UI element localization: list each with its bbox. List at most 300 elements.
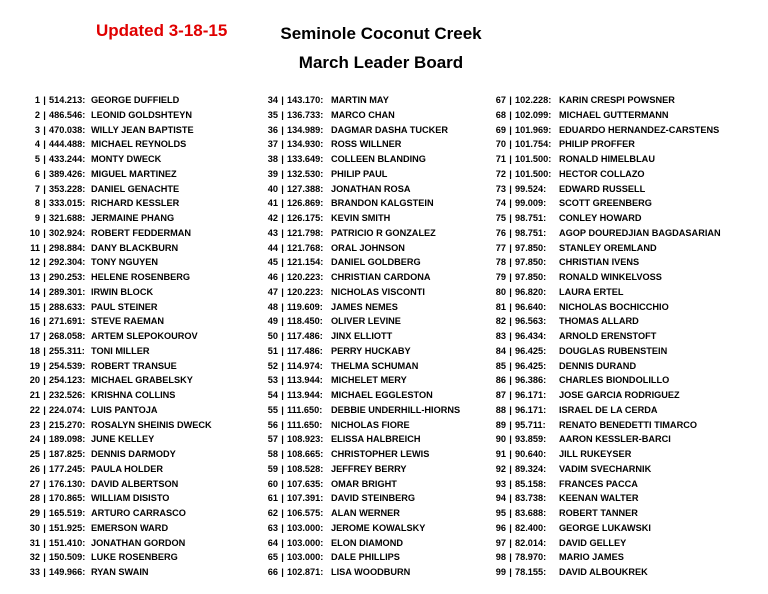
rank-separator: | xyxy=(43,286,46,297)
player-name: DAVID STEINBERG xyxy=(331,493,416,504)
leaderboard-row xyxy=(258,196,460,211)
rank-number: 30 xyxy=(29,522,40,533)
rank-number: 11 xyxy=(30,242,40,253)
points-value: 389.426: xyxy=(49,168,86,179)
rank-number: 99 xyxy=(495,567,506,577)
player-name: PATRICIO R GONZALEZ xyxy=(331,227,436,238)
leaderboard-row xyxy=(486,418,721,433)
rank-separator: | xyxy=(509,345,512,356)
player-name: MICHAEL REYNOLDS xyxy=(91,139,187,150)
rank-separator: | xyxy=(43,227,46,238)
points-value: 121.154: xyxy=(287,257,324,268)
leaderboard-row xyxy=(20,137,212,152)
rank-separator: | xyxy=(509,257,512,268)
player-name: ARTURO CARRASCO xyxy=(91,508,186,518)
leaderboard-row xyxy=(20,344,212,359)
rank-number: 5 xyxy=(34,154,40,164)
points-value: 134.989: xyxy=(287,124,324,135)
player-name: THELMA SCHUMAN xyxy=(331,360,419,371)
points-value: 96.640: xyxy=(515,301,547,312)
points-value: 96.820: xyxy=(515,286,547,297)
leaderboard-row xyxy=(486,255,721,270)
rank-number: 41 xyxy=(267,198,278,209)
player-name: JILL RUKEYSER xyxy=(559,449,632,459)
points-value: 83.738: xyxy=(515,493,547,504)
player-name: OLIVER LEVINE xyxy=(331,316,401,327)
points-value: 98.751: xyxy=(515,213,547,223)
points-value: 78.970: xyxy=(515,552,547,563)
points-value: 101.754: xyxy=(515,139,552,150)
player-name: AGOP DOUREDJIAN BAGDASARIAN xyxy=(559,227,721,238)
leaderboard-row xyxy=(20,477,212,492)
rank-separator: | xyxy=(509,567,512,577)
rank-number: 49 xyxy=(267,316,278,327)
rank-separator: | xyxy=(43,95,46,105)
rank-separator: | xyxy=(509,242,512,253)
points-value: 120.223: xyxy=(287,286,324,297)
player-name: DANY BLACKBURN xyxy=(91,242,179,253)
points-value: 470.038: xyxy=(49,124,86,135)
points-value: 486.546: xyxy=(49,109,86,120)
rank-number: 53 xyxy=(267,375,278,386)
player-name: RONALD HIMELBLAU xyxy=(559,154,655,164)
rank-separator: | xyxy=(281,463,284,474)
rank-separator: | xyxy=(509,139,512,150)
player-name: DAVID ALBOUKREK xyxy=(559,567,648,577)
rank-number: 26 xyxy=(29,463,40,474)
leaderboard-row xyxy=(486,226,721,241)
leaderboard-row xyxy=(486,477,721,492)
rank-number: 13 xyxy=(29,272,40,282)
points-value: 444.488: xyxy=(49,139,86,150)
rank-separator: | xyxy=(281,227,284,238)
rank-separator: | xyxy=(43,213,46,223)
leaderboard-row xyxy=(20,270,212,285)
rank-separator: | xyxy=(281,404,284,415)
rank-number: 23 xyxy=(29,419,40,430)
rank-number: 33 xyxy=(29,567,40,577)
leaderboard-row xyxy=(20,255,212,270)
rank-separator: | xyxy=(281,567,284,577)
points-value: 107.635: xyxy=(287,478,324,489)
player-name: RENATO BENEDETTI TIMARCO xyxy=(559,419,697,430)
leaderboard-row xyxy=(258,137,460,152)
rank-separator: | xyxy=(281,552,284,563)
points-value: 134.930: xyxy=(287,139,324,150)
leaderboard-row xyxy=(258,432,460,447)
points-value: 85.158: xyxy=(515,478,547,489)
points-value: 101.500: xyxy=(515,154,552,164)
rank-separator: | xyxy=(43,154,46,164)
leaderboard-row xyxy=(486,521,721,536)
rank-number: 56 xyxy=(267,419,278,430)
points-value: 102.871: xyxy=(287,567,324,577)
rank-separator: | xyxy=(281,257,284,268)
leaderboard-row xyxy=(20,123,212,138)
player-name: DAVID GELLEY xyxy=(559,537,627,548)
rank-number: 27 xyxy=(29,478,40,489)
player-name: ELISSA HALBREICH xyxy=(331,434,421,445)
points-value: 150.509: xyxy=(49,552,86,563)
page-title: Seminole Coconut Creek xyxy=(280,24,482,43)
player-name: JOSE GARCIA RODRIGUEZ xyxy=(559,390,680,400)
player-name: ALAN WERNER xyxy=(331,508,400,518)
player-name: DOUGLAS RUBENSTEIN xyxy=(559,345,668,356)
points-value: 96.425: xyxy=(515,345,547,356)
points-value: 97.850: xyxy=(515,272,547,282)
player-name: EMERSON WARD xyxy=(91,522,169,533)
player-name: WILLIAM DISISTO xyxy=(91,493,170,504)
points-value: 126.175: xyxy=(287,213,324,223)
rank-number: 57 xyxy=(267,434,278,445)
rank-separator: | xyxy=(281,434,284,445)
rank-separator: | xyxy=(509,552,512,563)
leaderboard-row xyxy=(20,418,212,433)
points-value: 90.640: xyxy=(515,449,547,459)
leaderboard-row xyxy=(486,491,721,506)
player-name: PHILIP PROFFER xyxy=(559,139,635,150)
points-value: 133.649: xyxy=(287,154,324,164)
rank-number: 89 xyxy=(495,419,506,430)
player-name: OMAR BRIGHT xyxy=(331,478,397,489)
rank-separator: | xyxy=(43,404,46,415)
leaderboard-row xyxy=(486,403,721,418)
rank-separator: | xyxy=(281,198,284,209)
leaderboard-row xyxy=(258,255,460,270)
rank-number: 2 xyxy=(34,109,40,120)
rank-separator: | xyxy=(509,95,512,105)
leaderboard-row xyxy=(486,123,721,138)
points-value: 121.768: xyxy=(287,242,324,253)
points-value: 103.000: xyxy=(287,552,324,563)
rank-separator: | xyxy=(281,139,284,150)
leaderboard-row xyxy=(258,314,460,329)
rank-separator: | xyxy=(281,109,284,120)
rank-number: 37 xyxy=(267,139,278,150)
leaderboard-row xyxy=(486,167,721,182)
player-name: PHILIP PAUL xyxy=(331,168,388,179)
player-name: JONATHAN GORDON xyxy=(91,537,186,548)
points-value: 151.410: xyxy=(49,537,86,548)
leaderboard-row xyxy=(486,182,721,197)
rank-number: 59 xyxy=(267,463,278,474)
points-value: 126.869: xyxy=(287,198,324,209)
updated-date: Updated 3-18-15 xyxy=(96,21,228,40)
rank-number: 31 xyxy=(29,537,40,548)
player-name: MARIO JAMES xyxy=(559,552,624,563)
rank-number: 61 xyxy=(267,493,278,504)
player-name: LUKE ROSENBERG xyxy=(91,552,178,563)
points-value: 111.650: xyxy=(287,419,323,430)
rank-number: 94 xyxy=(495,493,506,504)
rank-number: 24 xyxy=(29,434,40,445)
leaderboard-row xyxy=(258,506,460,521)
leaderboard-row xyxy=(20,506,212,521)
leaderboard-row xyxy=(20,167,212,182)
points-value: 132.530: xyxy=(287,168,324,179)
rank-number: 69 xyxy=(495,124,506,135)
leaderboard-row xyxy=(486,536,721,551)
leaderboard-row xyxy=(486,196,721,211)
player-name: CONLEY HOWARD xyxy=(559,213,642,223)
points-value: 288.633: xyxy=(49,301,86,312)
rank-number: 80 xyxy=(495,286,506,297)
rank-number: 97 xyxy=(495,537,506,548)
player-name: LEONID GOLDSHTEYN xyxy=(91,109,193,120)
leaderboard-row xyxy=(486,462,721,477)
player-name: KEENAN WALTER xyxy=(559,493,639,504)
player-name: JAMES NEMES xyxy=(331,301,398,312)
leaderboard-row xyxy=(486,241,721,256)
player-name: MONTY DWECK xyxy=(91,154,162,164)
player-name: ROBERT TANNER xyxy=(559,508,638,518)
rank-number: 36 xyxy=(267,124,278,135)
rank-separator: | xyxy=(509,493,512,504)
rank-separator: | xyxy=(281,508,284,518)
points-value: 189.098: xyxy=(49,434,86,445)
rank-number: 92 xyxy=(495,463,506,474)
player-name: JONATHAN ROSA xyxy=(331,183,411,194)
points-value: 103.000: xyxy=(287,537,324,548)
rank-separator: | xyxy=(281,390,284,400)
rank-separator: | xyxy=(509,109,512,120)
leaderboard-row xyxy=(486,432,721,447)
rank-number: 9 xyxy=(34,213,40,223)
leaderboard-row xyxy=(486,447,721,462)
leaderboard-column-3 xyxy=(486,93,721,580)
rank-separator: | xyxy=(509,198,512,209)
rank-number: 6 xyxy=(34,168,40,179)
rank-separator: | xyxy=(281,183,284,194)
rank-separator: | xyxy=(509,419,512,430)
rank-separator: | xyxy=(509,213,512,223)
leaderboard-row xyxy=(20,388,212,403)
player-name: DEBBIE UNDERHILL-HIORNS xyxy=(331,404,461,415)
rank-number: 29 xyxy=(29,508,40,518)
rank-separator: | xyxy=(43,463,46,474)
rank-number: 7 xyxy=(34,183,40,194)
rank-separator: | xyxy=(43,493,46,504)
leaderboard-row xyxy=(486,565,721,580)
rank-number: 10 xyxy=(29,227,40,238)
player-name: PERRY HUCKABY xyxy=(331,345,411,356)
player-name: MICHAEL EGGLESTON xyxy=(331,390,433,400)
leaderboard-row xyxy=(20,211,212,226)
points-value: 255.311: xyxy=(49,345,85,356)
leaderboard-row xyxy=(486,359,721,374)
rank-number: 90 xyxy=(495,434,506,445)
rank-number: 79 xyxy=(495,272,506,282)
rank-separator: | xyxy=(43,183,46,194)
rank-separator: | xyxy=(281,360,284,371)
leaderboard-row xyxy=(258,211,460,226)
rank-number: 58 xyxy=(267,449,278,459)
points-value: 321.688: xyxy=(49,213,86,223)
player-name: KARIN CRESPI POWSNER xyxy=(559,95,675,105)
rank-separator: | xyxy=(509,124,512,135)
player-name: STEVE RAEMAN xyxy=(91,316,164,327)
rank-number: 82 xyxy=(495,316,506,327)
rank-separator: | xyxy=(281,301,284,312)
player-name: ISRAEL DE LA CERDA xyxy=(559,404,658,415)
player-name: KRISHNA COLLINS xyxy=(91,390,176,400)
rank-separator: | xyxy=(43,345,46,356)
rank-number: 77 xyxy=(495,242,506,253)
player-name: GEORGE DUFFIELD xyxy=(91,95,180,105)
rank-number: 35 xyxy=(267,109,278,120)
rank-separator: | xyxy=(281,286,284,297)
leaderboard-row xyxy=(486,93,721,108)
leaderboard-row xyxy=(486,137,721,152)
leaderboard-row xyxy=(258,491,460,506)
rank-separator: | xyxy=(43,109,46,120)
points-value: 353.228: xyxy=(49,183,86,194)
leaderboard-row xyxy=(20,373,212,388)
points-value: 93.859: xyxy=(515,434,547,445)
rank-number: 3 xyxy=(34,124,40,135)
rank-number: 65 xyxy=(267,552,278,563)
player-name: DAVID ALBERTSON xyxy=(91,478,179,489)
rank-number: 87 xyxy=(495,390,506,400)
player-name: RYAN SWAIN xyxy=(91,567,149,577)
points-value: 136.733: xyxy=(287,109,324,120)
rank-number: 20 xyxy=(29,375,40,386)
points-value: 165.519: xyxy=(49,508,86,518)
points-value: 232.526: xyxy=(49,390,86,400)
rank-number: 78 xyxy=(495,257,506,268)
rank-separator: | xyxy=(281,449,284,459)
rank-separator: | xyxy=(43,434,46,445)
player-name: COLLEEN BLANDING xyxy=(331,154,426,164)
rank-separator: | xyxy=(509,463,512,474)
player-name: MIGUEL MARTINEZ xyxy=(91,168,177,179)
leaderboard-row xyxy=(20,491,212,506)
rank-number: 68 xyxy=(495,109,506,120)
player-name: TONI MILLER xyxy=(91,345,150,356)
player-name: DANIEL GENACHTE xyxy=(91,183,180,194)
leaderboard-row xyxy=(486,506,721,521)
player-name: TONY NGUYEN xyxy=(91,257,159,268)
points-value: 102.099: xyxy=(515,109,552,120)
leaderboard-row xyxy=(258,300,460,315)
leaderboard-row xyxy=(20,403,212,418)
player-name: NICHOLAS VISCONTI xyxy=(331,286,425,297)
points-value: 113.944: xyxy=(287,390,323,400)
rank-separator: | xyxy=(43,390,46,400)
leaderboard-row xyxy=(258,565,460,580)
rank-number: 1 xyxy=(34,95,40,105)
player-name: JERMAINE PHANG xyxy=(91,213,175,223)
rank-number: 52 xyxy=(267,360,278,371)
rank-number: 25 xyxy=(29,449,40,459)
points-value: 271.691: xyxy=(49,316,86,327)
rank-separator: | xyxy=(281,331,284,341)
rank-separator: | xyxy=(281,95,284,105)
points-value: 96.434: xyxy=(515,331,547,341)
points-value: 268.058: xyxy=(49,331,86,341)
rank-separator: | xyxy=(281,493,284,504)
leaderboard-row xyxy=(486,108,721,123)
rank-separator: | xyxy=(281,272,284,282)
points-value: 83.688: xyxy=(515,508,547,518)
player-name: JEFFREY BERRY xyxy=(331,463,407,474)
rank-separator: | xyxy=(509,404,512,415)
leaderboard-row xyxy=(486,344,721,359)
rank-number: 85 xyxy=(495,360,506,371)
rank-number: 21 xyxy=(29,390,40,400)
points-value: 127.388: xyxy=(287,183,324,194)
leaderboard-row xyxy=(258,123,460,138)
rank-separator: | xyxy=(509,360,512,371)
player-name: HECTOR COLLAZO xyxy=(559,168,645,179)
player-name: ROSALYN SHEINIS DWECK xyxy=(91,419,212,430)
rank-number: 67 xyxy=(495,95,506,105)
leaderboard-row xyxy=(258,359,460,374)
rank-number: 98 xyxy=(495,552,506,563)
points-value: 114.974: xyxy=(287,360,323,371)
player-name: LAURA ERTEL xyxy=(559,286,624,297)
points-value: 89.324: xyxy=(515,463,547,474)
leaderboard-row xyxy=(258,536,460,551)
points-value: 514.213: xyxy=(49,95,86,105)
rank-separator: | xyxy=(509,375,512,386)
leaderboard-row xyxy=(20,196,212,211)
points-value: 108.528: xyxy=(287,463,324,474)
rank-number: 84 xyxy=(495,345,506,356)
points-value: 96.171: xyxy=(515,404,547,415)
rank-number: 72 xyxy=(495,168,506,179)
player-name: ROSS WILLNER xyxy=(331,139,402,150)
rank-separator: | xyxy=(43,198,46,209)
player-name: PAULA HOLDER xyxy=(91,463,163,474)
rank-separator: | xyxy=(509,478,512,489)
points-value: 106.575: xyxy=(287,508,324,518)
leaderboard-row xyxy=(258,226,460,241)
rank-number: 93 xyxy=(495,478,506,489)
leaderboard-row xyxy=(258,108,460,123)
rank-separator: | xyxy=(281,168,284,179)
points-value: 107.391: xyxy=(287,493,324,504)
points-value: 102.228: xyxy=(515,95,552,105)
rank-number: 71 xyxy=(495,154,506,164)
rank-separator: | xyxy=(43,567,46,577)
leaderboard-row xyxy=(258,344,460,359)
player-name: RONALD WINKELVOSS xyxy=(559,272,662,282)
rank-number: 43 xyxy=(267,227,278,238)
rank-separator: | xyxy=(43,242,46,253)
rank-number: 28 xyxy=(29,493,40,504)
rank-separator: | xyxy=(509,183,512,194)
player-name: ARTEM SLEPOKOUROV xyxy=(91,331,198,341)
rank-number: 8 xyxy=(34,198,40,209)
player-name: ORAL JOHNSON xyxy=(331,242,405,253)
rank-separator: | xyxy=(509,522,512,533)
rank-separator: | xyxy=(509,390,512,400)
rank-number: 44 xyxy=(267,242,278,253)
rank-separator: | xyxy=(43,257,46,268)
rank-number: 46 xyxy=(267,272,278,282)
points-value: 289.301: xyxy=(49,286,86,297)
player-name: NICHOLAS BOCHICCHIO xyxy=(559,301,669,312)
leaderboard-row xyxy=(486,314,721,329)
points-value: 149.966: xyxy=(49,567,86,577)
rank-separator: | xyxy=(281,537,284,548)
rank-number: 4 xyxy=(34,139,40,150)
player-name: ELON DIAMOND xyxy=(331,537,403,548)
rank-separator: | xyxy=(43,301,46,312)
points-value: 433.244: xyxy=(49,154,86,164)
player-name: NICHOLAS FIORE xyxy=(331,419,410,430)
